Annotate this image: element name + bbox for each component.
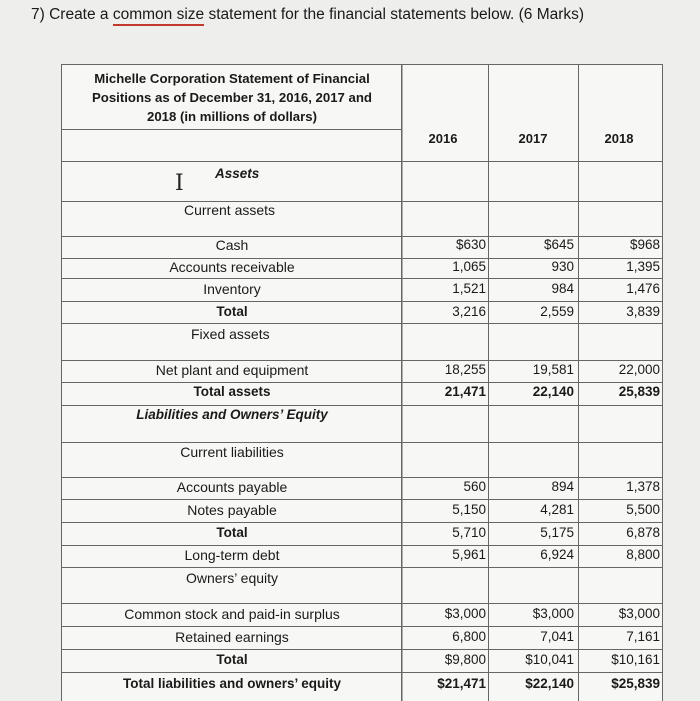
- tloe-2017: $22,140: [525, 676, 574, 691]
- inventory-2017: 984: [551, 281, 574, 296]
- ap-2016: 560: [463, 479, 486, 494]
- ltd-2016: 5,961: [452, 547, 486, 562]
- ar-2018: 1,395: [626, 259, 660, 274]
- question-text: [31, 6, 584, 24]
- cash-2016: $630: [455, 237, 486, 252]
- table-title-line: Michelle Corporation Statement of Financial: [94, 71, 370, 86]
- grid-line: [62, 301, 663, 302]
- grid-line: [62, 522, 663, 523]
- ar-2016: 1,065: [452, 259, 486, 274]
- grid-line: [62, 649, 663, 650]
- grid-line: [62, 360, 663, 361]
- oe-total-2016: $9,800: [444, 652, 486, 667]
- oe-total-2017: $10,041: [525, 652, 574, 667]
- cs-2018: $3,000: [618, 606, 660, 621]
- total-assets-2018: 25,839: [618, 384, 660, 399]
- np-2018: 5,500: [626, 502, 660, 517]
- oe-total-2018: $10,161: [611, 652, 660, 667]
- table-title-line: 2018 (in millions of dollars): [146, 109, 317, 124]
- grid-line: [62, 323, 663, 324]
- grid-line: [62, 499, 663, 500]
- cl-total-2018: 6,878: [626, 525, 660, 540]
- grid-line: [62, 545, 663, 546]
- grid-line: [62, 405, 663, 406]
- cs-2017: $3,000: [532, 606, 574, 621]
- year-header-2016: 2016: [428, 131, 458, 146]
- npe-2017: 19,581: [532, 362, 574, 377]
- ca-total-2017: 2,559: [540, 304, 574, 319]
- row-label-current-assets-total: Total: [216, 304, 248, 319]
- question-suffix: statement for the financial statements below. (6 Marks): [204, 6, 585, 23]
- ar-2017: 930: [551, 259, 574, 274]
- text-cursor-icon: I: [175, 171, 184, 196]
- owners-equity-heading: Owners’ equity: [185, 570, 279, 586]
- cl-total-2016: 5,710: [452, 525, 486, 540]
- re-2016: 6,800: [452, 629, 486, 644]
- financial-statement-table: [61, 64, 663, 701]
- total-assets-2017: 22,140: [532, 384, 574, 399]
- question-prefix: 7) Create a: [31, 6, 113, 23]
- grid-line: [62, 603, 663, 604]
- ca-total-2018: 3,839: [626, 304, 660, 319]
- npe-2016: 18,255: [444, 362, 486, 377]
- row-label-retained-earnings: Retained earnings: [175, 629, 289, 645]
- row-label-current-liabilities-total: Total: [216, 525, 248, 540]
- inventory-2016: 1,521: [452, 281, 486, 296]
- total-assets-2016: 21,471: [444, 384, 486, 399]
- row-label-accounts-payable: Accounts payable: [176, 479, 288, 495]
- ap-2018: 1,378: [626, 479, 660, 494]
- np-2016: 5,150: [452, 502, 486, 517]
- tloe-2016: $21,471: [437, 676, 486, 691]
- np-2017: 4,281: [540, 502, 574, 517]
- ca-total-2016: 3,216: [452, 304, 486, 319]
- grid-line: [62, 161, 663, 162]
- table-title-line: Positions as of December 31, 2016, 2017 and: [91, 90, 372, 105]
- grid-line: [62, 442, 663, 443]
- fixed-assets-heading: Fixed assets: [191, 326, 270, 342]
- cl-total-2017: 5,175: [540, 525, 574, 540]
- ltd-2018: 8,800: [626, 547, 660, 562]
- row-label-accounts-receivable: Accounts receivable: [169, 259, 295, 275]
- cash-2017: $645: [543, 237, 574, 252]
- year-header-2018: 2018: [604, 131, 634, 146]
- row-label-owners-equity-total: Total: [216, 652, 248, 667]
- assets-heading: Assets: [215, 166, 260, 181]
- re-2017: 7,041: [540, 629, 574, 644]
- table-title: [62, 69, 402, 126]
- row-label-total-liabilities-equity: Total liabilities and owners’ equity: [122, 676, 342, 691]
- grid-line: [62, 672, 663, 673]
- row-label-common-stock: Common stock and paid-in surplus: [124, 606, 340, 622]
- npe-2018: 22,000: [618, 362, 660, 377]
- cash-2018: $968: [629, 237, 660, 252]
- ltd-2017: 6,924: [540, 547, 574, 562]
- re-2018: 7,161: [626, 629, 660, 644]
- grid-line: [62, 382, 663, 383]
- row-label-notes-payable: Notes payable: [187, 502, 277, 518]
- grid-line: [62, 201, 663, 202]
- row-label-total-assets: Total assets: [193, 384, 271, 399]
- row-label-net-plant-equipment: Net plant and equipment: [155, 362, 309, 378]
- grid-line: [62, 278, 663, 279]
- row-label-cash: Cash: [215, 237, 249, 253]
- row-label-long-term-debt: Long-term debt: [184, 547, 280, 563]
- current-assets-heading: Current assets: [184, 202, 276, 218]
- grid-line: [62, 477, 663, 478]
- cs-2016: $3,000: [444, 606, 486, 621]
- question-underlined: common size: [113, 6, 204, 26]
- inventory-2018: 1,476: [626, 281, 660, 296]
- grid-line: [62, 626, 663, 627]
- year-header-2017: 2017: [518, 131, 548, 146]
- grid-line: [62, 567, 663, 568]
- ap-2017: 894: [551, 479, 574, 494]
- liabilities-heading: Liabilities and Owners’ Equity: [136, 407, 328, 422]
- row-label-inventory: Inventory: [203, 281, 261, 297]
- current-liabilities-heading: Current liabilities: [180, 444, 284, 460]
- tloe-2018: $25,839: [611, 676, 660, 691]
- grid-line: [62, 129, 402, 130]
